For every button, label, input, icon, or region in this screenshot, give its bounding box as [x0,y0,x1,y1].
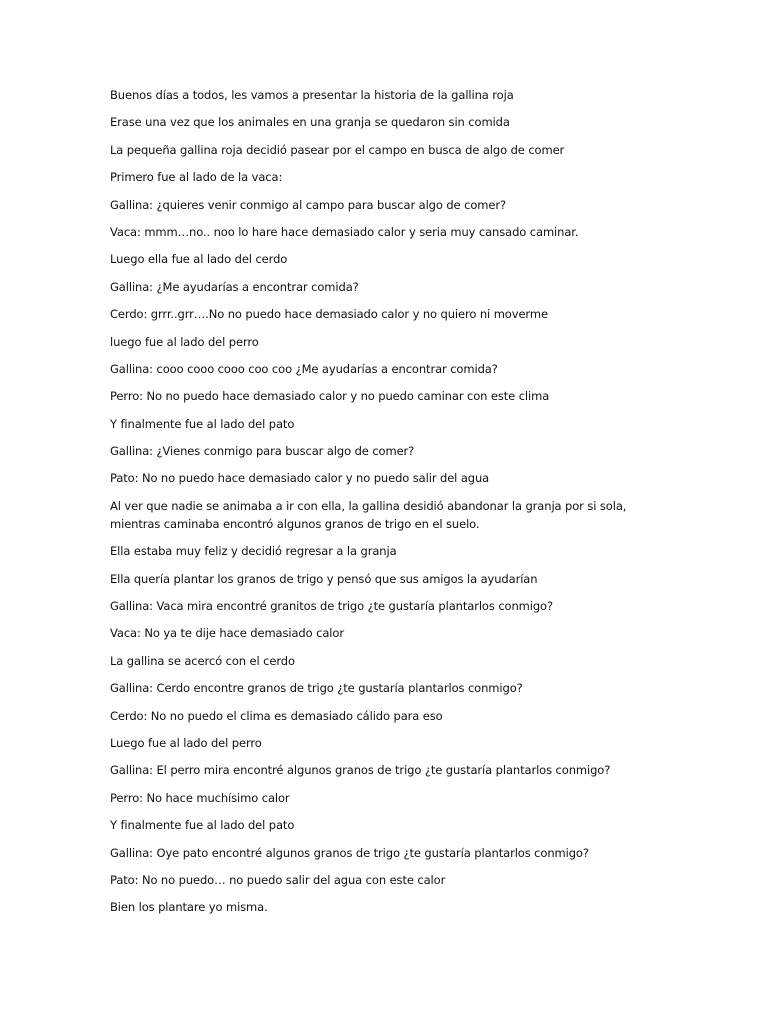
paragraph: Gallina: ¿quieres venir conmigo al campo para buscar algo de comer? [110,197,506,212]
document-body [110,86,650,926]
paragraph: Erase una vez que los animales en una granja se quedaron sin comida [110,115,510,130]
paragraph: Pato: No no puedo hace demasiado calor y no puedo salir del agua [110,471,490,486]
paragraph: Vaca: No ya te dije hace demasiado calor [110,626,344,641]
paragraph: Cerdo: grrr..grr….No no puedo hace demasiado calor y no quiero ni moverme [110,307,548,322]
paragraph: Gallina: El perro mira encontré algunos granos de trigo ¿te gustaría plantarlos conmigo? [110,763,611,778]
paragraph: Ella estaba muy feliz y decidió regresar a la granja [110,544,397,559]
paragraph: Perro: No no puedo hace demasiado calor y no puedo caminar con este clima [110,389,550,404]
paragraph: luego fue al lado del perro [110,334,259,349]
paragraph: Primero fue al lado de la vaca: [110,170,283,185]
paragraph: Gallina: Vaca mira encontré granitos de trigo ¿te gustaría plantarlos conmigo? [110,599,553,614]
paragraph: Gallina: cooo cooo cooo coo coo ¿Me ayudarías a encontrar comida? [110,361,498,376]
paragraph: Luego ella fue al lado del cerdo [110,252,288,267]
paragraph: La gallina se acercó con el cerdo [110,653,295,668]
paragraph: Al ver que nadie se animaba a ir con ella, la gallina desidió abandonar la granja por si sola, mientras caminaba encontró algunos granos de trigo en el suelo. [110,498,627,531]
paragraph: Gallina: ¿Vienes conmigo para buscar algo de comer? [110,444,415,459]
paragraph: Y finalmente fue al lado del pato [110,818,295,833]
paragraph: Pato: No no puedo… no puedo salir del agua con este calor [110,872,446,887]
paragraph: Luego fue al lado del perro [110,735,262,750]
paragraph: Vaca: mmm…no.. noo lo hare hace demasiado calor y seria muy cansado caminar. [110,224,579,239]
paragraph: Buenos días a todos, les vamos a presentar la historia de la gallina roja [110,88,514,102]
paragraph: Gallina: Cerdo encontre granos de trigo ¿te gustaría plantarlos conmigo? [110,681,523,696]
paragraph: La pequeña gallina roja decidió pasear por el campo en busca de algo de comer [110,142,565,157]
paragraph: Gallina: Oye pato encontré algunos granos de trigo ¿te gustaría plantarlos conmigo? [110,845,589,860]
paragraph: Cerdo: No no puedo el clima es demasiado cálido para eso [110,708,443,723]
paragraph: Ella quería plantar los granos de trigo y pensó que sus amigos la ayudarían [110,571,538,586]
paragraph: Bien los plantare yo misma. [110,900,268,915]
paragraph: Y finalmente fue al lado del pato [110,416,295,431]
paragraph: Perro: No hace muchísimo calor [110,790,290,805]
paragraph: Gallina: ¿Me ayudarías a encontrar comida? [110,279,359,294]
